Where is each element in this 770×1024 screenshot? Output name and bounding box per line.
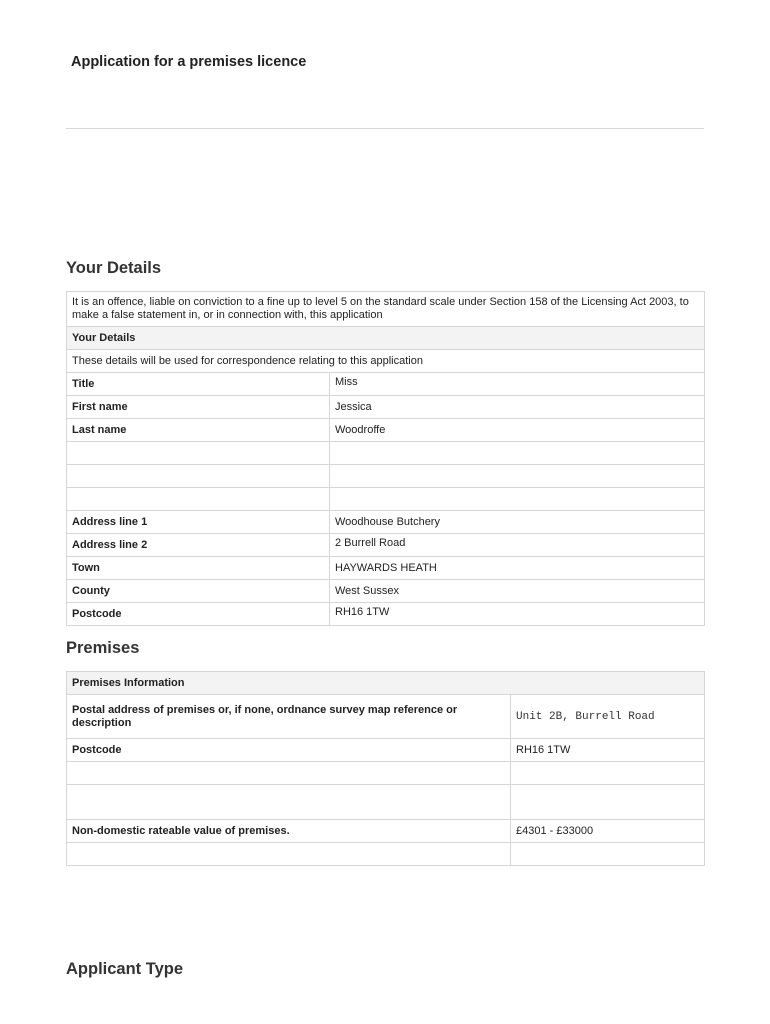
last-name-label: Last name	[67, 419, 330, 442]
address-line-2-value: 2 Burrell Road	[330, 534, 705, 557]
empty-cell	[67, 785, 511, 820]
rateable-value-label: Non-domestic rateable value of premises.	[67, 820, 511, 843]
table-row	[67, 820, 705, 843]
last-name-value: Woodroffe	[330, 419, 705, 442]
empty-cell	[330, 442, 705, 465]
header-divider	[66, 128, 704, 129]
your-details-table	[66, 291, 705, 626]
empty-cell	[511, 762, 705, 785]
empty-row	[67, 843, 705, 866]
town-value: HAYWARDS HEATH	[330, 557, 705, 580]
offence-notice: It is an offence, liable on conviction to a fine up to level 5 on the standard scale under Section 158 of the Licensing Act 2003, to make a false statement in, or in connection with, this application	[67, 292, 705, 327]
postcode-value: RH16 1TW	[330, 603, 705, 626]
empty-cell	[67, 762, 511, 785]
empty-row	[67, 762, 705, 785]
applicant-type-heading: Applicant Type	[66, 960, 184, 978]
address-line-2-label: Address line 2	[67, 534, 330, 557]
premises-subheading: Premises Information	[67, 672, 705, 695]
table-row	[67, 739, 705, 762]
subheading-row	[67, 327, 705, 350]
table-row	[67, 580, 705, 603]
rateable-value-value: £4301 - £33000	[511, 820, 705, 843]
table-row	[67, 396, 705, 419]
first-name-value: Jessica	[330, 396, 705, 419]
table-row	[67, 534, 705, 557]
table-row	[67, 373, 705, 396]
empty-row	[67, 465, 705, 488]
premises-postcode-value: RH16 1TW	[511, 739, 705, 762]
table-row	[67, 695, 705, 739]
table-row	[67, 603, 705, 626]
title-value: Miss	[330, 373, 705, 396]
empty-cell	[67, 488, 330, 511]
empty-cell	[67, 843, 511, 866]
empty-cell	[67, 465, 330, 488]
your-details-subheading: Your Details	[67, 327, 705, 350]
county-value: West Sussex	[330, 580, 705, 603]
empty-cell	[511, 785, 705, 820]
empty-cell	[330, 465, 705, 488]
table-row	[67, 557, 705, 580]
premises-table	[66, 671, 705, 866]
postal-address-value: Unit 2B, Burrell Road	[511, 695, 705, 739]
title-label: Title	[67, 373, 330, 396]
your-details-description: These details will be used for correspondence relating to this application	[67, 350, 705, 373]
empty-row	[67, 785, 705, 820]
document-title: Application for a premises licence	[71, 54, 307, 70]
notice-row	[67, 292, 705, 327]
town-label: Town	[67, 557, 330, 580]
empty-row	[67, 442, 705, 465]
county-label: County	[67, 580, 330, 603]
empty-row	[67, 488, 705, 511]
address-line-1-value: Woodhouse Butchery	[330, 511, 705, 534]
empty-cell	[511, 843, 705, 866]
description-row	[67, 350, 705, 373]
premises-postcode-label: Postcode	[67, 739, 511, 762]
premises-heading: Premises	[66, 639, 140, 657]
empty-cell	[330, 488, 705, 511]
table-row	[67, 511, 705, 534]
table-row	[67, 419, 705, 442]
first-name-label: First name	[67, 396, 330, 419]
empty-cell	[67, 442, 330, 465]
postcode-label: Postcode	[67, 603, 330, 626]
postal-address-label: Postal address of premises or, if none, ordnance survey map reference or description	[67, 695, 511, 739]
address-line-1-label: Address line 1	[67, 511, 330, 534]
subheading-row	[67, 672, 705, 695]
your-details-heading: Your Details	[66, 259, 162, 277]
